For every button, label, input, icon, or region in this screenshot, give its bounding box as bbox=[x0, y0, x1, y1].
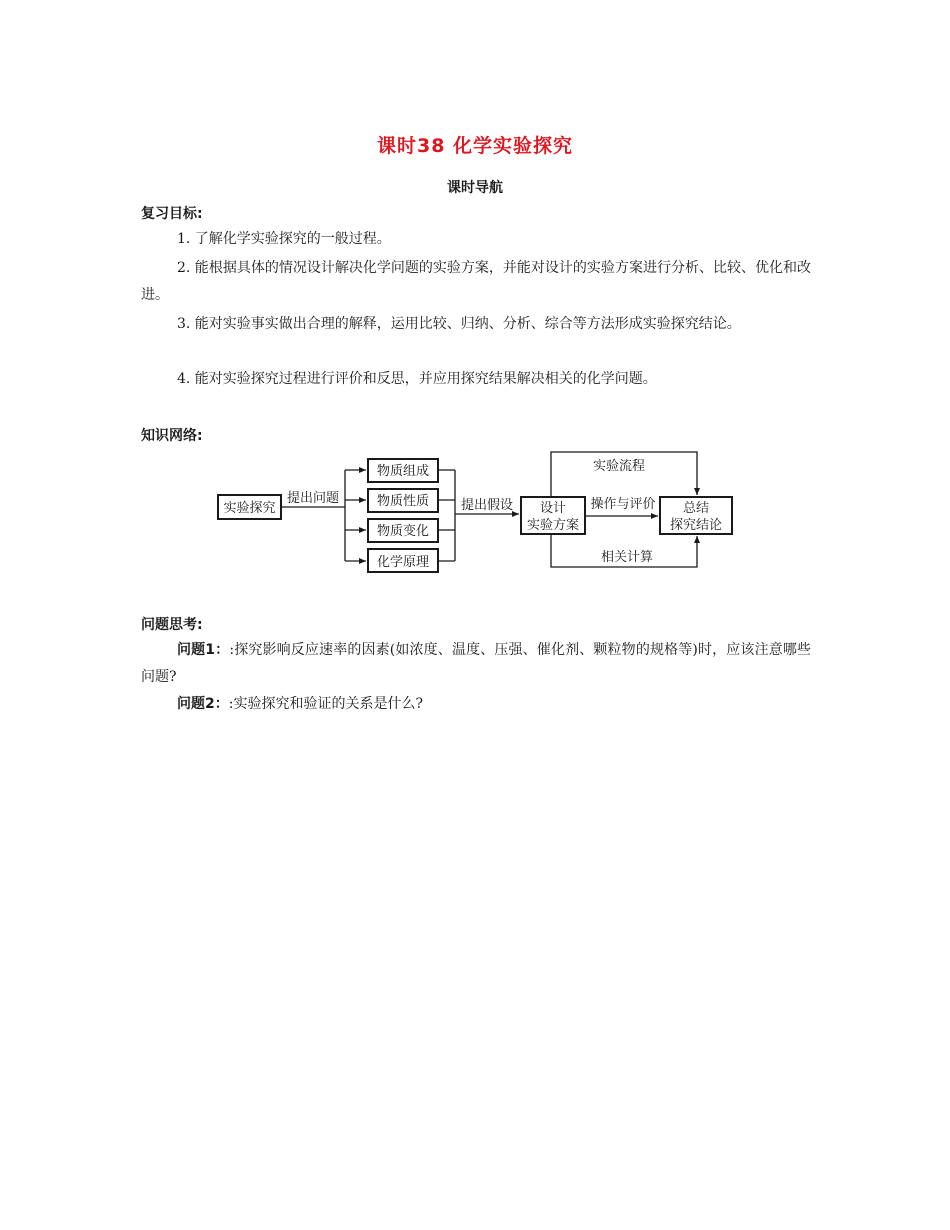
node-topic-label-4: 化学原理 bbox=[376, 555, 430, 570]
node-conclude-label-2: 探究结论 bbox=[669, 518, 723, 533]
edge-question-label: 提出问题 bbox=[286, 491, 340, 506]
question-2 bbox=[141, 691, 811, 718]
question-1-text: :探究影响反应速率的因素(如浓度、温度、压强、催化剂、颗粒物的规格等)时，应该注意哪些问题? bbox=[141, 642, 812, 685]
node-topic-label-2: 物质性质 bbox=[376, 494, 430, 509]
node-topic-label-1: 物质组成 bbox=[376, 464, 430, 479]
node-design-label-1: 设计 bbox=[539, 501, 567, 516]
question-1-label: 问题1： bbox=[177, 642, 230, 658]
goal-item-3: 3. 能对实验事实做出合理的解释，运用比较、归纳、分析、综合等方法形成实验探究结论。 bbox=[177, 316, 741, 332]
question-1 bbox=[141, 637, 811, 691]
goal-item-4: 4. 能对实验探究过程进行评价和反思，并应用探究结果解决相关的化学问题。 bbox=[177, 371, 657, 387]
goal-item-2: 2. 能根据具体的情况设计解决化学问题的实验方案，并能对设计的实验方案进行分析、比较、优化和改进。 bbox=[141, 260, 811, 303]
edge-flow-label: 实验流程 bbox=[592, 459, 646, 474]
goals-heading: 复习目标: bbox=[141, 206, 203, 222]
question-2-label: 问题2： bbox=[177, 696, 229, 712]
node-start-label: 实验探究 bbox=[223, 501, 276, 516]
page-title: 课时38 化学实验探究 bbox=[376, 135, 574, 157]
node-design-label-2: 实验方案 bbox=[526, 518, 580, 533]
node-topic-label-3: 物质变化 bbox=[376, 524, 430, 539]
edge-calc-label: 相关计算 bbox=[600, 550, 654, 565]
section-subtitle: 课时导航 bbox=[447, 180, 503, 196]
node-conclude-label-1: 总结 bbox=[682, 501, 710, 516]
goal-item-1: 1. 了解化学实验探究的一般过程。 bbox=[177, 231, 391, 247]
network-heading: 知识网络: bbox=[141, 428, 203, 444]
questions-heading: 问题思考: bbox=[141, 617, 203, 633]
edge-hypothesis-label: 提出假设 bbox=[460, 498, 514, 513]
question-2-text: :实验探究和验证的关系是什么? bbox=[228, 696, 423, 712]
edge-operate-label: 操作与评价 bbox=[590, 497, 656, 512]
